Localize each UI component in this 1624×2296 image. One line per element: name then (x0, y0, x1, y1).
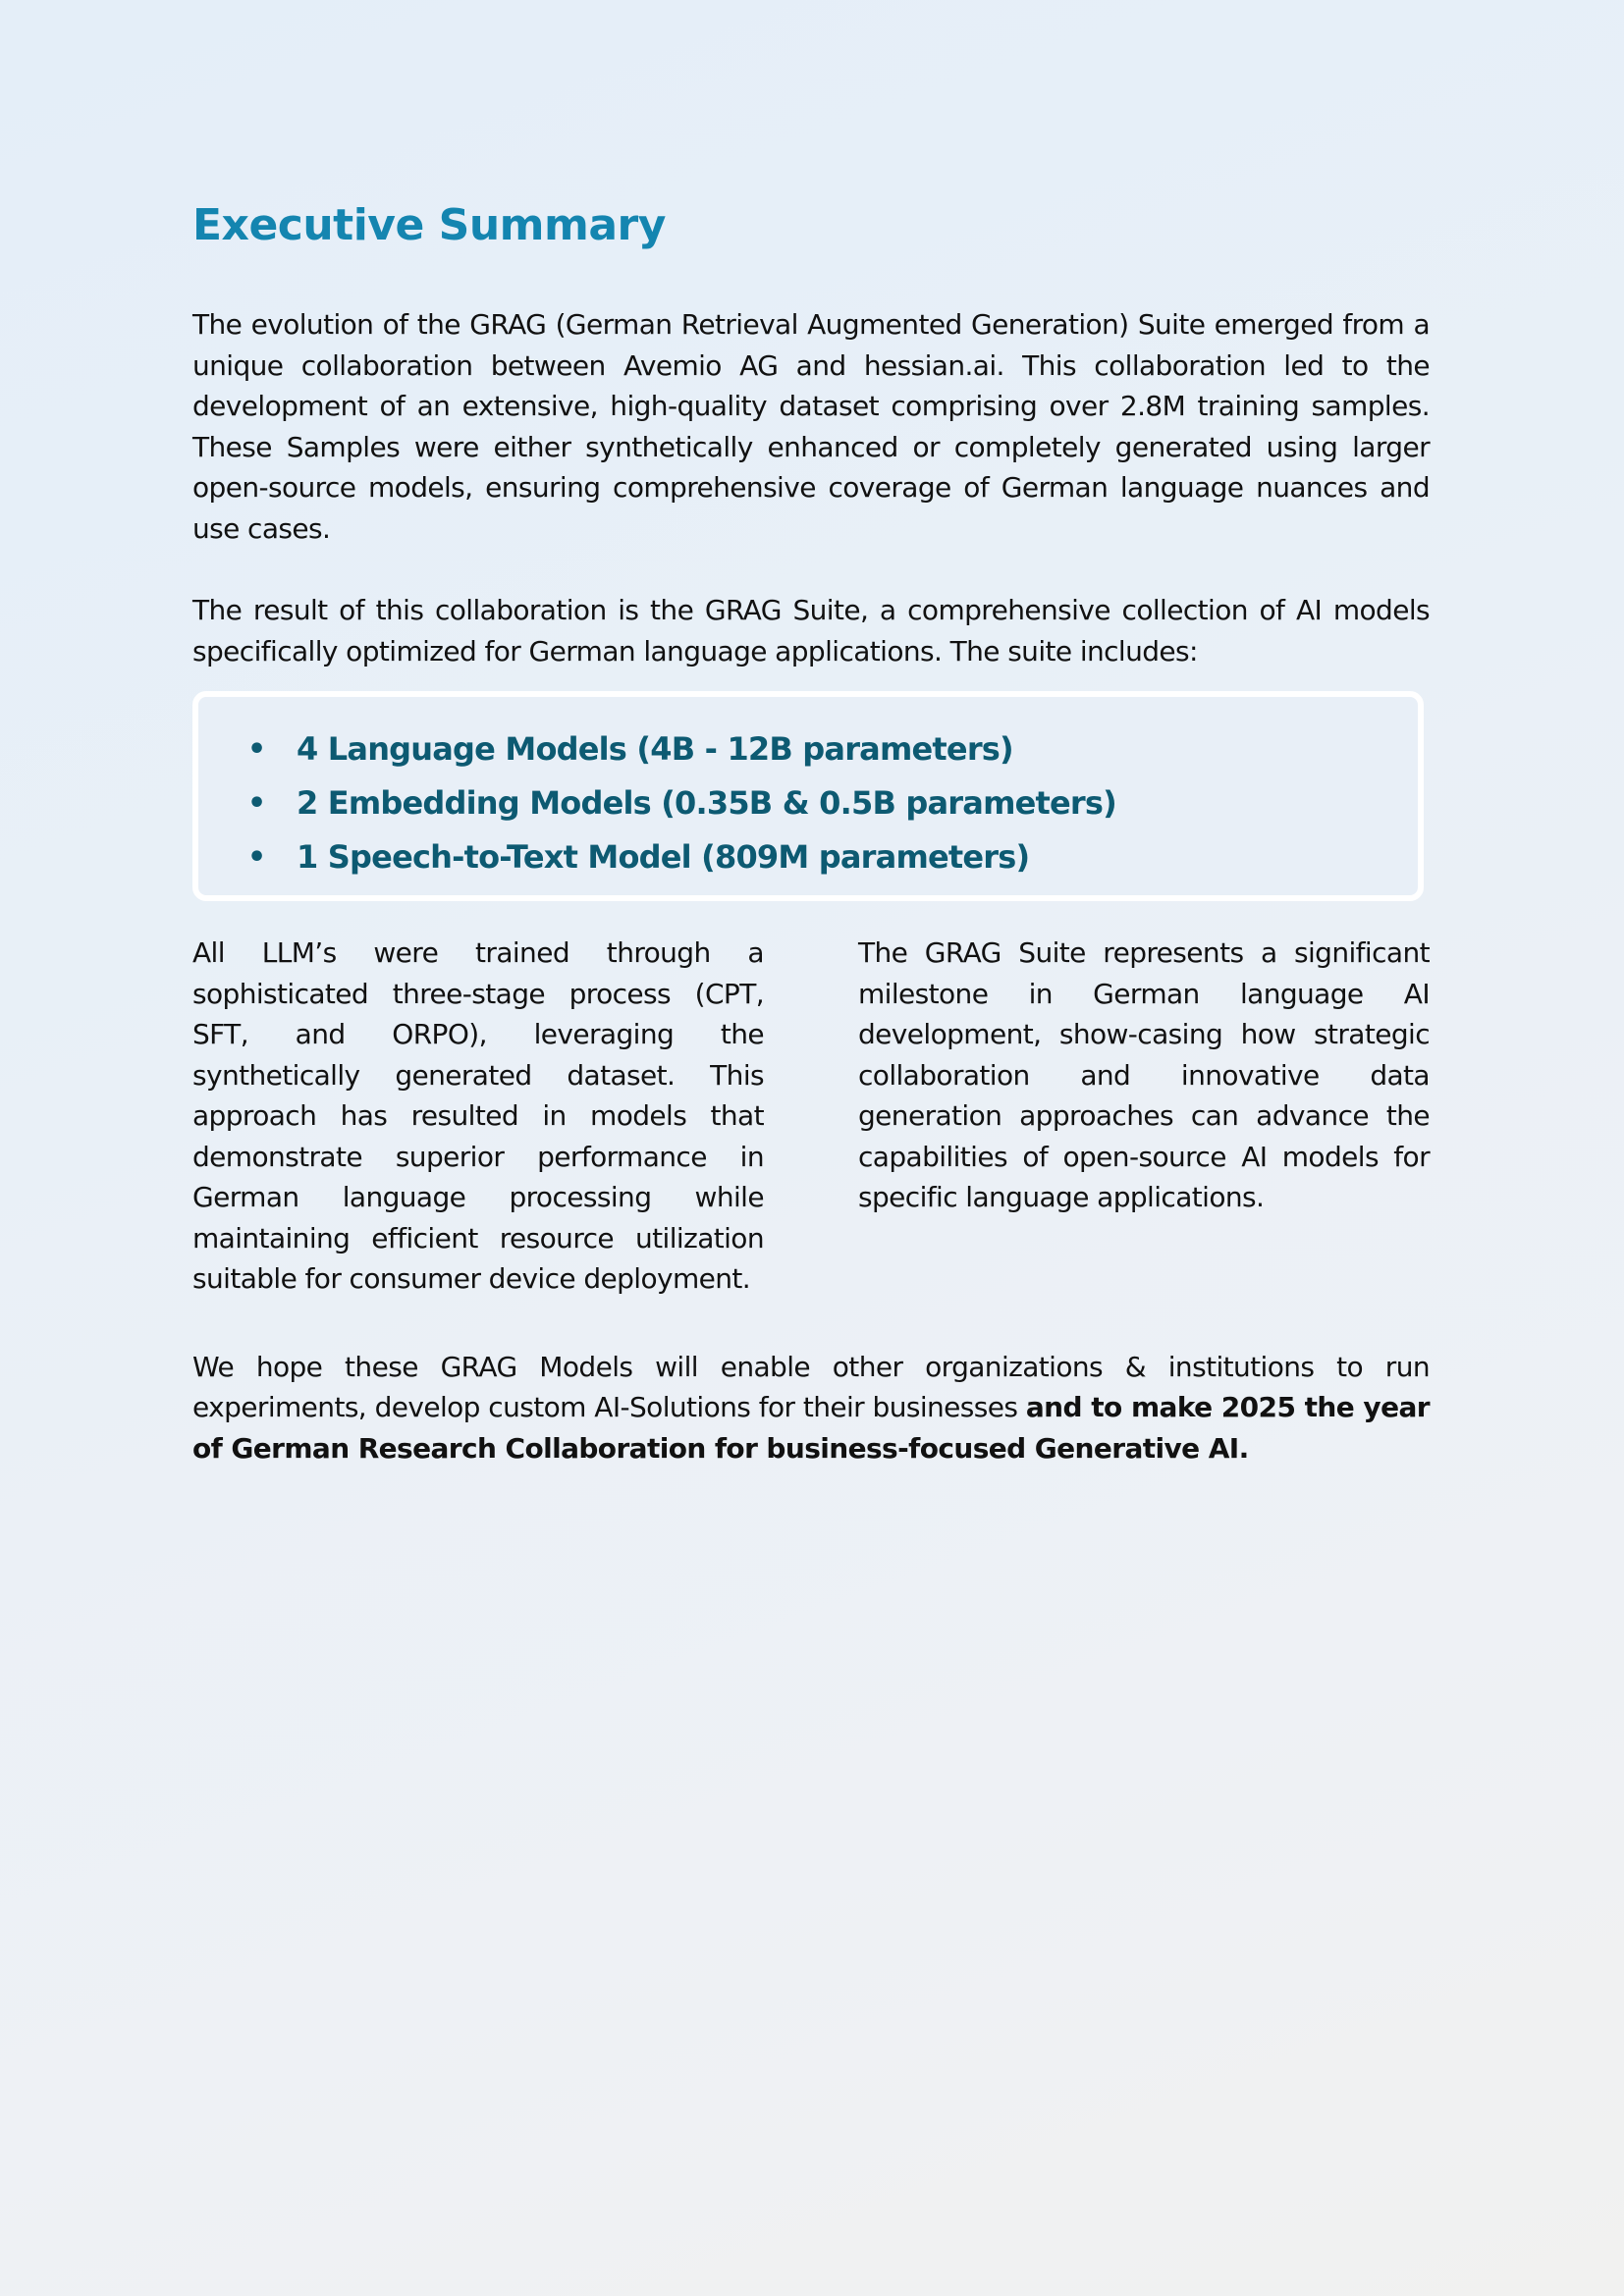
highlight-text: 4 Language Models (4B - 12B parameters) (297, 730, 1013, 768)
milestone-paragraph: The GRAG Suite represents a significant milestone in German language AI development, show-casing how strategic collaboration and innovative data generation approaches can advance the capabilities of open-source AI models for specific language applications. (858, 936, 1430, 1213)
highlight-speech-model (247, 830, 1418, 884)
highlight-embedding-models (247, 776, 1418, 830)
closing-bold-text: and to make 2025 the year of German Research Collaboration for business-focused Generative AI. (192, 1391, 1430, 1465)
page-title: Executive Summary (192, 200, 666, 250)
left-column (192, 933, 764, 1300)
right-column (858, 933, 1430, 1300)
model-highlights-box (192, 691, 1424, 901)
highlight-language-models (247, 722, 1418, 776)
closing-text: We hope these GRAG Models will enable other organizations & institutions to run experiments, develop custom AI-Solutions for their businesses (192, 1350, 1430, 1423)
intro-paragraph: The evolution of the GRAG (German Retrieval Augmented Generation) Suite emerged from a unique collaboration between Avemio AG and hessian.ai. This collaboration led to the development of an extensive, high-quality dataset comprising over 2.8M training samples. These Samples were either synthetically enhanced or completely generated using larger open-source models, ensuring comprehensive coverage of German language nuances and use cases. (192, 308, 1430, 545)
highlight-text: 1 Speech-to-Text Model (809M parameters) (297, 838, 1030, 876)
bullet-icon: • (247, 840, 266, 875)
highlight-text: 2 Embedding Models (0.35B & 0.5B parameters) (297, 784, 1116, 822)
bullet-icon: • (247, 786, 266, 821)
result-paragraph: The result of this collaboration is the GRAG Suite, a comprehensive collection of AI models specifically optimized for German language applications. The suite includes: (192, 594, 1430, 667)
bullet-icon: • (247, 732, 266, 767)
two-column-section (192, 933, 1430, 1300)
training-paragraph: All LLM’s were trained through a sophisticated three-stage process (CPT, SFT, and ORPO), leveraging the synthetically generated dataset. This approach has resulted in models that demonstrate superior performance in German language processing while maintaining efficient resource utilization suitable for consumer device deployment. (192, 936, 764, 1295)
document-page (192, 196, 1430, 1468)
model-highlights-list (198, 722, 1418, 884)
closing-paragraph (192, 1347, 1430, 1469)
